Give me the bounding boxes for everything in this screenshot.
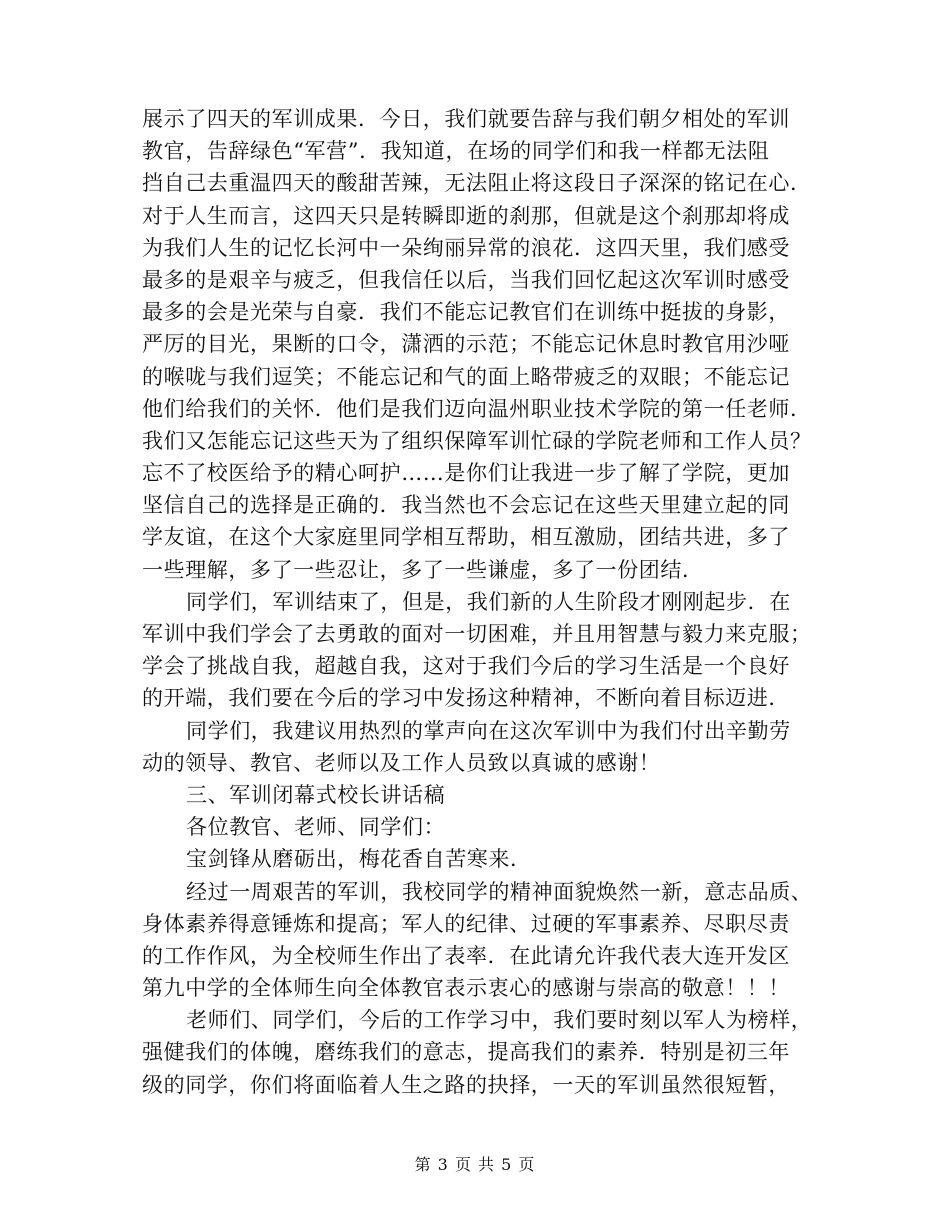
text-line: 三、军训闭幕式校长讲话稿 — [186, 782, 446, 807]
text-line: 挡自己去重温四天的酸甜苦辣，无法阻止将这段日子深深的铭记在心． — [142, 171, 812, 196]
text-line: 军训中我们学会了去勇敢的面对一切困难，并且用智慧与毅力来克服； — [142, 622, 812, 646]
text-line: 一些理解，多了一些忍让，多了一些谦虚，多了一份团结． — [142, 557, 704, 582]
footer-suffix: 页 — [518, 1155, 536, 1174]
text-line: 级的同学，你们将面临着人生之路的抉择，一天的军训虽然很短暂， — [142, 1072, 790, 1097]
text-line: 老师们、同学们，今后的工作学习中，我们要时刻以军人为榜样， — [186, 1008, 813, 1033]
text-line: 的开端，我们要在今后的学习中发扬这种精神，不断向着目标迈进． — [142, 686, 790, 711]
text-line: 宝剑锋从磨砺出，梅花香自苦寒来． — [186, 847, 532, 872]
text-line: 坚信自己的选择是正确的．我当然也不会忘记在这些天里建立起的同 — [142, 493, 790, 518]
text-line: 第九中学的全体师生向全体教官表示衷心的感谢与崇高的敬意！！！ — [142, 976, 790, 1001]
text-line: 严厉的目光，果断的口令，潇洒的示范；不能忘记休息时教官用沙哑 — [142, 332, 790, 357]
text-line: 的喉咙与我们逗笑；不能忘记和气的面上略带疲乏的双眼；不能忘记 — [142, 364, 790, 389]
text-line: 同学们，我建议用热烈的掌声向在这次军训中为我们付出辛勤劳 — [186, 718, 791, 743]
footer-page-number: 3 — [437, 1155, 449, 1174]
text-line: 同学们，军训结束了，但是，我们新的人生阶段才刚刚起步．在 — [186, 589, 791, 614]
text-line: 经过一周艰苦的军训，我校同学的精神面貌焕然一新，意志品质、 — [186, 879, 813, 904]
text-line: 的工作作风，为全校师生作出了表率．在此请允许我代表大连开发区 — [142, 943, 790, 968]
text-line: 各位教官、老师、同学们： — [186, 815, 446, 840]
text-line: 为我们人生的记忆长河中一朵绚丽异常的浪花．这四天里，我们感受 — [142, 235, 790, 260]
text-line: 学友谊，在这个大家庭里同学相互帮助，相互激励，团结共进，多了 — [142, 525, 790, 550]
text-line: 动的领导、教官、老师以及工作人员致以真诚的感谢！ — [142, 750, 661, 775]
text-line: 教官，告辞绿色“军营”．我知道，在场的同学们和我一样都无法阻 — [142, 139, 770, 164]
text-line: 最多的会是光荣与自豪．我们不能忘记教官们在训练中挺拔的身影， — [142, 300, 790, 325]
text-line: 对于人生而言，这四天只是转瞬即逝的刹那，但就是这个刹那却将成 — [142, 203, 790, 228]
footer-middle: 页 共 — [454, 1155, 496, 1174]
footer-total-pages: 5 — [501, 1155, 513, 1174]
text-line: 他们给我们的关怀．他们是我们迈向温州职业技术学院的第一任老师． — [142, 396, 812, 421]
text-line: 身体素养得意锤炼和提高；军人的纪律、过硬的军事素养、尽职尽责 — [142, 911, 790, 936]
text-line: 最多的是艰辛与疲乏，但我信任以后，当我们回忆起这次军训时感受 — [142, 267, 790, 292]
text-line: 强健我们的体魄，磨练我们的意志，提高我们的素养．特别是初三年 — [142, 1040, 790, 1065]
text-line: 我们又怎能忘记这些天为了组织保障军训忙碌的学院老师和工作人员？ — [142, 428, 812, 453]
text-line: 忘不了校医给予的精心呵护……是你们让我进一步了解了学院，更加 — [142, 461, 790, 486]
text-line: 展示了四天的军训成果．今日，我们就要告辞与我们朝夕相处的军训 — [142, 107, 790, 131]
page-footer — [0, 1154, 950, 1176]
text-line: 学会了挑战自我，超越自我，这对于我们今后的学习生活是一个良好 — [142, 654, 790, 679]
body-text — [142, 103, 813, 1101]
footer-prefix: 第 — [414, 1155, 432, 1174]
